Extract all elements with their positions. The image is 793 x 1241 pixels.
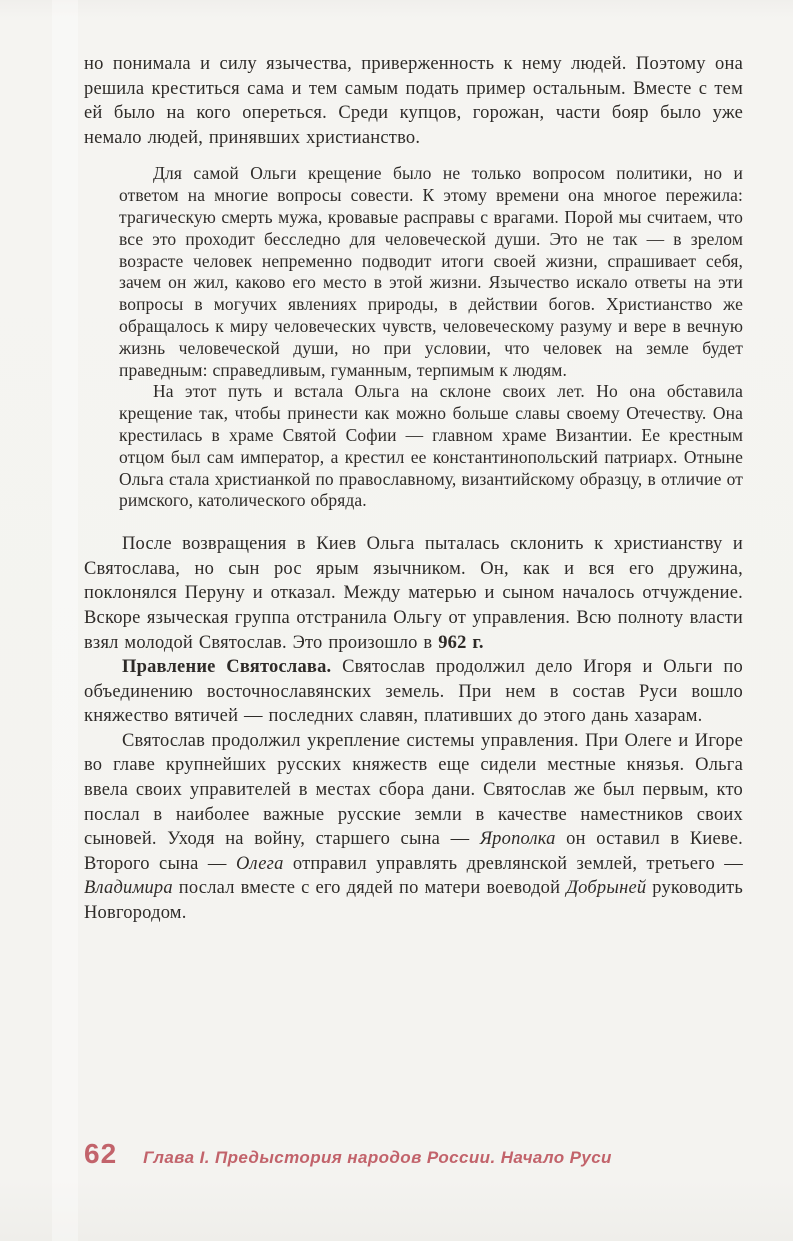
page-footer — [84, 1138, 743, 1170]
inset-paragraph-2: На этот путь и встала Ольга на склоне своих лет. Но она обставила крещение так, чтобы принести как можно больше славы своему Отечеству. Она крестилась в храме Святой Софии — главном храме Византии. Ее крестным отцом был сам император, а крестил ее константинопольский патриарх. Отныне Ольга стала христианкой по православному, византийскому образцу, в отличие от римского, католического обряда. — [119, 381, 743, 511]
inset-paragraph-1: Для самой Ольги крещение было не только вопросом политики, но и ответом на многие вопросы совести. К этому времени она многое пережила: трагическую смерть мужа, кровавые расправы с врагами. Порой мы считаем, что все это проходит бесследно для человеческой души. Это не так — в зрелом возрасте человек непременно подводит итоги своей жизни, спрашивает себя, зачем он жил, каково его место в этой жизни. Язычество искало ответы на эти вопросы в могучих явлениях природы, в действии богов. Христианство же обращалось к миру человеческих чувств, человеческому разуму и вере в вечную жизнь человеческой души, но при условии, что человек на земле будет праведным: справедливым, гуманным, терпимым к людям. — [119, 163, 743, 380]
text-run: послал вместе с его дядей по матери воеводой — [172, 878, 567, 899]
paragraph-pravlenie-svyatoslava — [84, 655, 743, 729]
text-run: После возвращения в Киев Ольга пыталась склонить к христианству и Святослава, но сын рос ярым язычником. Он, как и вся его дружина, поклонялся Перуну и отказал. Между матерью и сыном началось отчуждение. Вскоре языческая группа отстранила Ольгу от управления. Всю полноту власти взял молодой Святослав. Это произошло в — [84, 534, 743, 653]
text-run: он оставил в Киеве. Второго сына — — [84, 829, 743, 874]
paragraph-upravlenie — [84, 729, 743, 926]
paragraph-return-to-kiev — [84, 532, 743, 655]
paragraph-olga-baptism-intro: но понимала и силу язычества, приверженность к нему людей. Поэтому она решила креститься сама и тем самым подать пример остальным. Вместе с тем ей было на кого опереться. Среди купцов, горожан, части бояр было уже немало людей, принявших христианство. — [84, 54, 743, 148]
chapter-title: Глава I. Предыстория народов России. Начало Руси — [143, 1148, 612, 1167]
page-text-block — [84, 52, 743, 926]
page-number: 62 — [84, 1138, 118, 1169]
text-run: руководить Новгородом. — [84, 878, 743, 924]
text-run: Святослав продолжил укрепление системы управления. При Олеге и Игоре во главе крупнейших русских княжеств еще сидели местные князья. Ольга ввела своих управителей в местах сбора дани. Святослав же был первым, кто послал в наиболее важные русские земли в качестве наместников своих сыновей. Уходя на войну, старшего сына — — [84, 730, 743, 850]
text-run-italic-yaropolk: Ярополка — [479, 829, 556, 850]
text-run-italic-dobrynya: Добрыней — [566, 878, 647, 899]
inset-commentary-block — [84, 163, 743, 512]
text-run-italic-vladimir: Владимира — [84, 878, 173, 899]
text-run: отправил управлять древлянской землей, третьего — — [283, 853, 743, 874]
text-run-bold-heading: Правление Святослава. — [122, 657, 332, 678]
text-run: Святослав продолжил дело Игоря и Ольги по объединению восточнославянских земель. При нем в состав Руси вошло княжество вятичей — последних славян, плативших до этого дань хазарам. — [84, 657, 743, 727]
text-run-italic-oleg: Олега — [235, 853, 284, 874]
text-run-bold-year: 962 г. — [438, 632, 484, 653]
